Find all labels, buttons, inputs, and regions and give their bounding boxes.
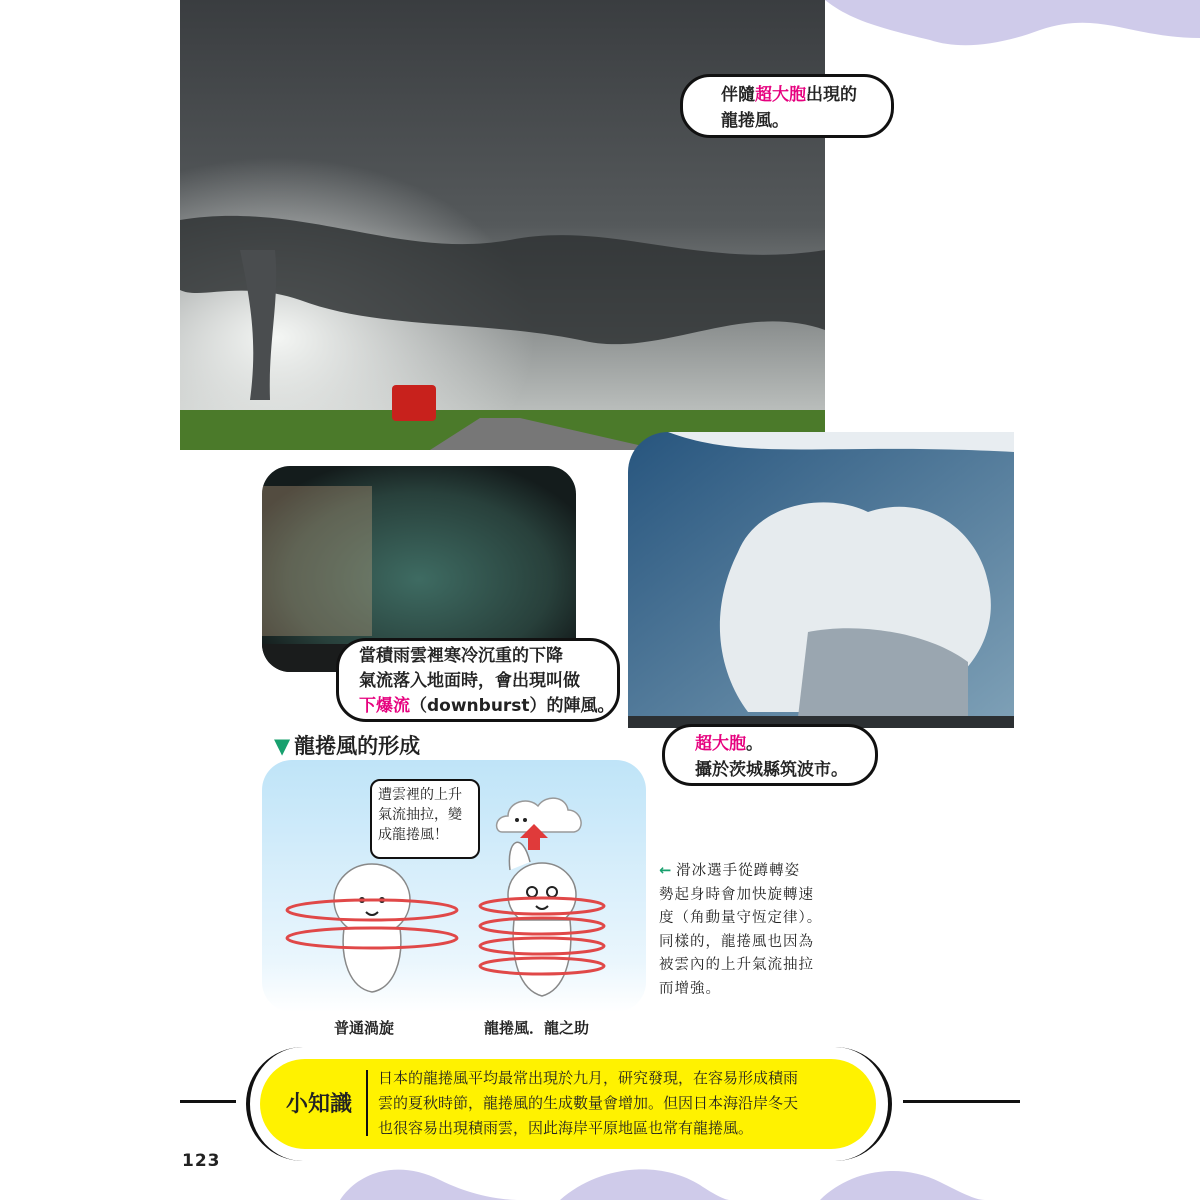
section-heading: ▼ 龍捲風的形成 — [274, 734, 421, 758]
supercell-photo-caption: 超大胞。 攝於茨城縣筑波市。 — [662, 724, 878, 786]
trivia-rule-left — [180, 1100, 236, 1103]
highlight-term: 超大胞 — [695, 734, 746, 754]
trivia-text: 日本的龍捲風平均最常出現於九月，研究發現，在容易形成積雨 雲的夏秋時節，龍捲風的生成數量會增加。但因日本海沿岸冬天 也很容易出現積雨雲，因此海岸平原地區也常有龍捲風。 — [378, 1069, 799, 1137]
label-tornado-character: 龍捲風．龍之助 — [484, 1019, 590, 1037]
supercell-photo — [628, 432, 1014, 728]
trivia-title: 小知識 — [286, 1092, 353, 1117]
speech-bubble: 遭雲裡的上升 氣流抽拉，變 成龍捲風！ — [370, 779, 480, 859]
page-number: 123 — [182, 1151, 221, 1171]
downburst-photo-caption: 當積雨雲裡寒冷沉重的下降 氣流落入地面時，會出現叫做 下爆流（downburst）的陣風。 — [336, 638, 620, 722]
label-normal-vortex: 普通渦旋 — [334, 1019, 395, 1037]
side-note: ← 滑冰選手從蹲轉姿 勢起身時會加快旋轉速 度（角動量守恆定律）。 同樣的，龍捲風也因為 被雲內的上升氣流抽拉 而增強。 — [659, 863, 823, 997]
trivia-rule-right — [903, 1100, 1020, 1103]
highlight-term: 下爆流 — [359, 696, 410, 716]
left-arrow-icon: ← — [659, 863, 673, 879]
cloud-icon — [497, 798, 582, 832]
trivia-divider — [366, 1070, 368, 1136]
highlight-term: 超大胞 — [755, 85, 806, 105]
heading-marker-icon: ▼ — [274, 734, 291, 758]
tornado-photo-caption: 伴隨超大胞出現的 龍捲風。 — [680, 74, 894, 138]
tornado-photo — [180, 0, 825, 450]
